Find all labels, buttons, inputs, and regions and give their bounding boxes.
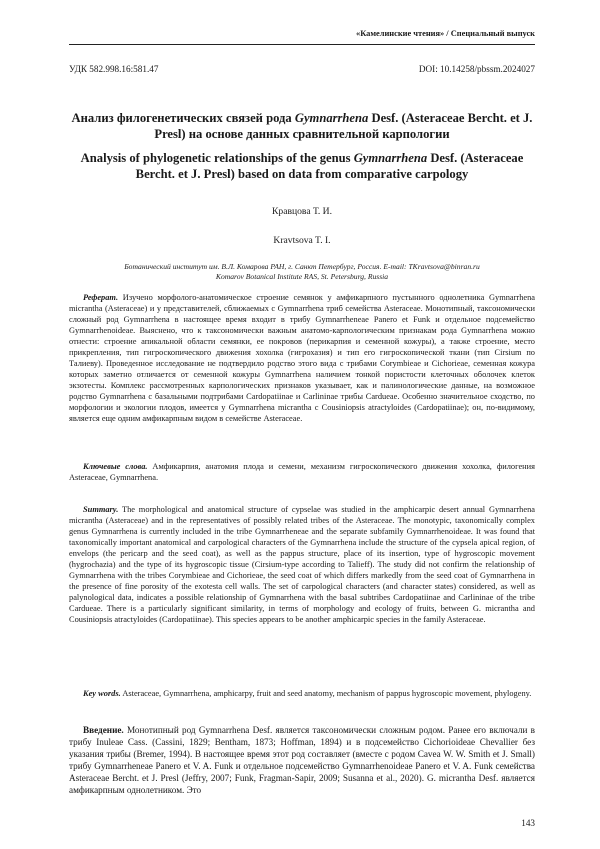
introduction bbox=[69, 724, 535, 797]
title-en-part2: Desf. (Asteraceae Bercht. et J. Presl) based on data from comparative carpology bbox=[135, 151, 524, 181]
affiliation-english: Komarov Botanical Institute RAS, St. Petersburg, Russia bbox=[215, 272, 389, 282]
intro-text: Монотипный род Gymnarrhena Desf. является таксономически сложным родом. Ранее его включали в трибу Inuleae Cass. (Cassini, 1829; Bentham, 1873; Hoffman, 1894) и в подсемейство Cichorioideae Chevallier без указания трибы (Bremer, 1994). В настоящее время этот род составляет (вместе с родом Cavea W. W. Smith et J. Small) трибу Gymnarrheneae Panero et V. A. Funk и отдельное подсемейство Gymnarrhenoideae Panero et V. A. Funk семейства Asteraceae Bercht. et J. Presl (Jeffry, 2007; Funk, Fragman-Sapir, 2009; Susanna et al., 2020). G. micrantha Desf. является амфикарпным однолетником. Это bbox=[69, 725, 535, 796]
intro-label: Введение. bbox=[83, 725, 124, 735]
affiliation-russian: Ботанический институт им. В.Л. Комарова РАН, г. Санкт Петербург, Россия. E-mail: TKravtsova@binran.ru bbox=[124, 262, 480, 271]
title-ru-genus: Gymnarrhena bbox=[294, 111, 369, 125]
title-en-genus: Gymnarrhena bbox=[353, 151, 428, 165]
running-head: «Камелинские чтения» / Специальный выпуск bbox=[356, 29, 535, 38]
keywords-en-text: Asteraceae, Gymnarrhena, amphicarpy, fruit and seed anatomy, mechanism of pappus hygroscopic movement, phylogeny. bbox=[120, 689, 532, 698]
abstract-label: Реферат. bbox=[83, 293, 119, 302]
article-meta-row bbox=[69, 63, 535, 75]
udc-code: УДК 582.998.16:581.47 bbox=[69, 64, 159, 74]
abstract-text: Изучено морфолого-анатомическое строение семянок у амфикарпного пустынного однолетника Gymnarrhena micrantha (Asteraceae) и у представителей, сближаемых с Gymnarrhena триб семейства Asteraceae. Монотипный, таксономически сложный род Gymnarrhena в настоящее время входит в трибу Gymnarrheneae Panero et Funk и отдельное подсемейство Gymnarrhenoideae. Выяснено, что к таксономически важным анатомо-карпологическим признакам рода Gymnarrhena можно отнести: строение апикальной области семянки, ее покровов (перикарпия и семенной кожуры), а также строение, место прикрепления, тип гигроскопического движения хохолка (гигрохазия) и тип его гигроскопической ткани (тип Cirsium по Талиеву). Проведенное исследование не подтвердило родство этого вида с трибами Corymbieae и Cichorieae, семенная кожура которых заметно отличается от семенной кожуры Gymnarrhena наличием тонкой пористости клеточных оболочек клеток экзотесты. Комплекс рассмотренных карпологических признаков указывает, как и палинологические данные, на возможное родство Gymnarrhena с базальными подтрибами Cardopatiinae и Carlininae трибы Cardueae. Особенно значительное сходство, по морфологии и экологии плодов, имеется у Gymnarrhena micrantha с Cousiniopsis atractyloides (Cardopatiinae); он, по-видимому, является еще одним амфикарпным видом в семействе Asteraceae. bbox=[69, 293, 535, 423]
title-ru-part2: Desf. (Asteraceae Bercht. et J. Presl) на основе данных сравнительной карпологии bbox=[154, 111, 533, 141]
abstract-russian bbox=[69, 292, 535, 424]
keywords-ru-text: Амфикарпия, анатомия плода и семени, механизм гигроскопического движения хохолка, филогения Asteraceae, Gymnarrhena. bbox=[69, 462, 535, 482]
page-number: 143 bbox=[521, 818, 535, 828]
title-english bbox=[69, 150, 535, 182]
author-russian: Кравцова Т. И. bbox=[272, 206, 332, 217]
header-rule bbox=[69, 44, 535, 45]
summary-english bbox=[69, 504, 535, 625]
title-en-part1: Analysis of phylogenetic relationships of the genus bbox=[80, 151, 354, 165]
author-english: Kravtsova T. I. bbox=[273, 235, 331, 246]
title-ru-part1: Анализ филогенетических связей рода bbox=[71, 111, 295, 125]
summary-text: The morphological and anatomical structure of cypselae was studied in the amphicarpic desert annual Gymnarrhena micrantha (Asteraceae) and in the representatives of possibly related tribes of the Asteraceae. The monotypic, taxonomically complex genus Gymnarrhena is currently included in the tribe Gymnarrheneae and the separate subfamily Gymnarrhenoideae. It was found that taxonomically important anatomical and carpological characters of the Gymnarrhena include the structure of the cypsela apical region, of envelops (the pericarp and the seed coat), as well as the pappus structure, place of its insertion, type of hygroscopic movement (hygrochazia) and the type of its hygroscopic tissue (Cirsium-type according to Talieff). The study did not confirm the relationship of Gymnarrhena with the tribes Corymbieae and Cichorieae, the seed coat of which differs markedly from the seed coat of Gymnarrhena in the presence of fine porosity of the exotesta cell walls. The set of carpological characters (and character states) considered, as well as palynological data, indicates a possible relationship of Gymnarrhena with the basal subtribes Cardopatiinae and Carlininae of the tribe Cardueae. There is a particularly significant similarity, in terms of morphology and ecology of fruits, between G. micrantha and Cousiniopsis atractyloides (Cardopatiinae). This species appears to be another amphicarpic species in the family Asteraceae. bbox=[69, 505, 535, 624]
summary-label: Summary. bbox=[83, 505, 119, 514]
article-page bbox=[69, 0, 535, 849]
keywords-russian bbox=[69, 461, 535, 483]
doi[interactable]: DOI: 10.14258/pbssm.2024027 bbox=[418, 64, 535, 74]
title-russian bbox=[69, 110, 535, 142]
keywords-en-label: Key words. bbox=[83, 689, 121, 698]
keywords-english bbox=[69, 688, 535, 699]
affiliation bbox=[69, 262, 535, 282]
keywords-ru-label: Ключевые слова. bbox=[83, 462, 148, 471]
